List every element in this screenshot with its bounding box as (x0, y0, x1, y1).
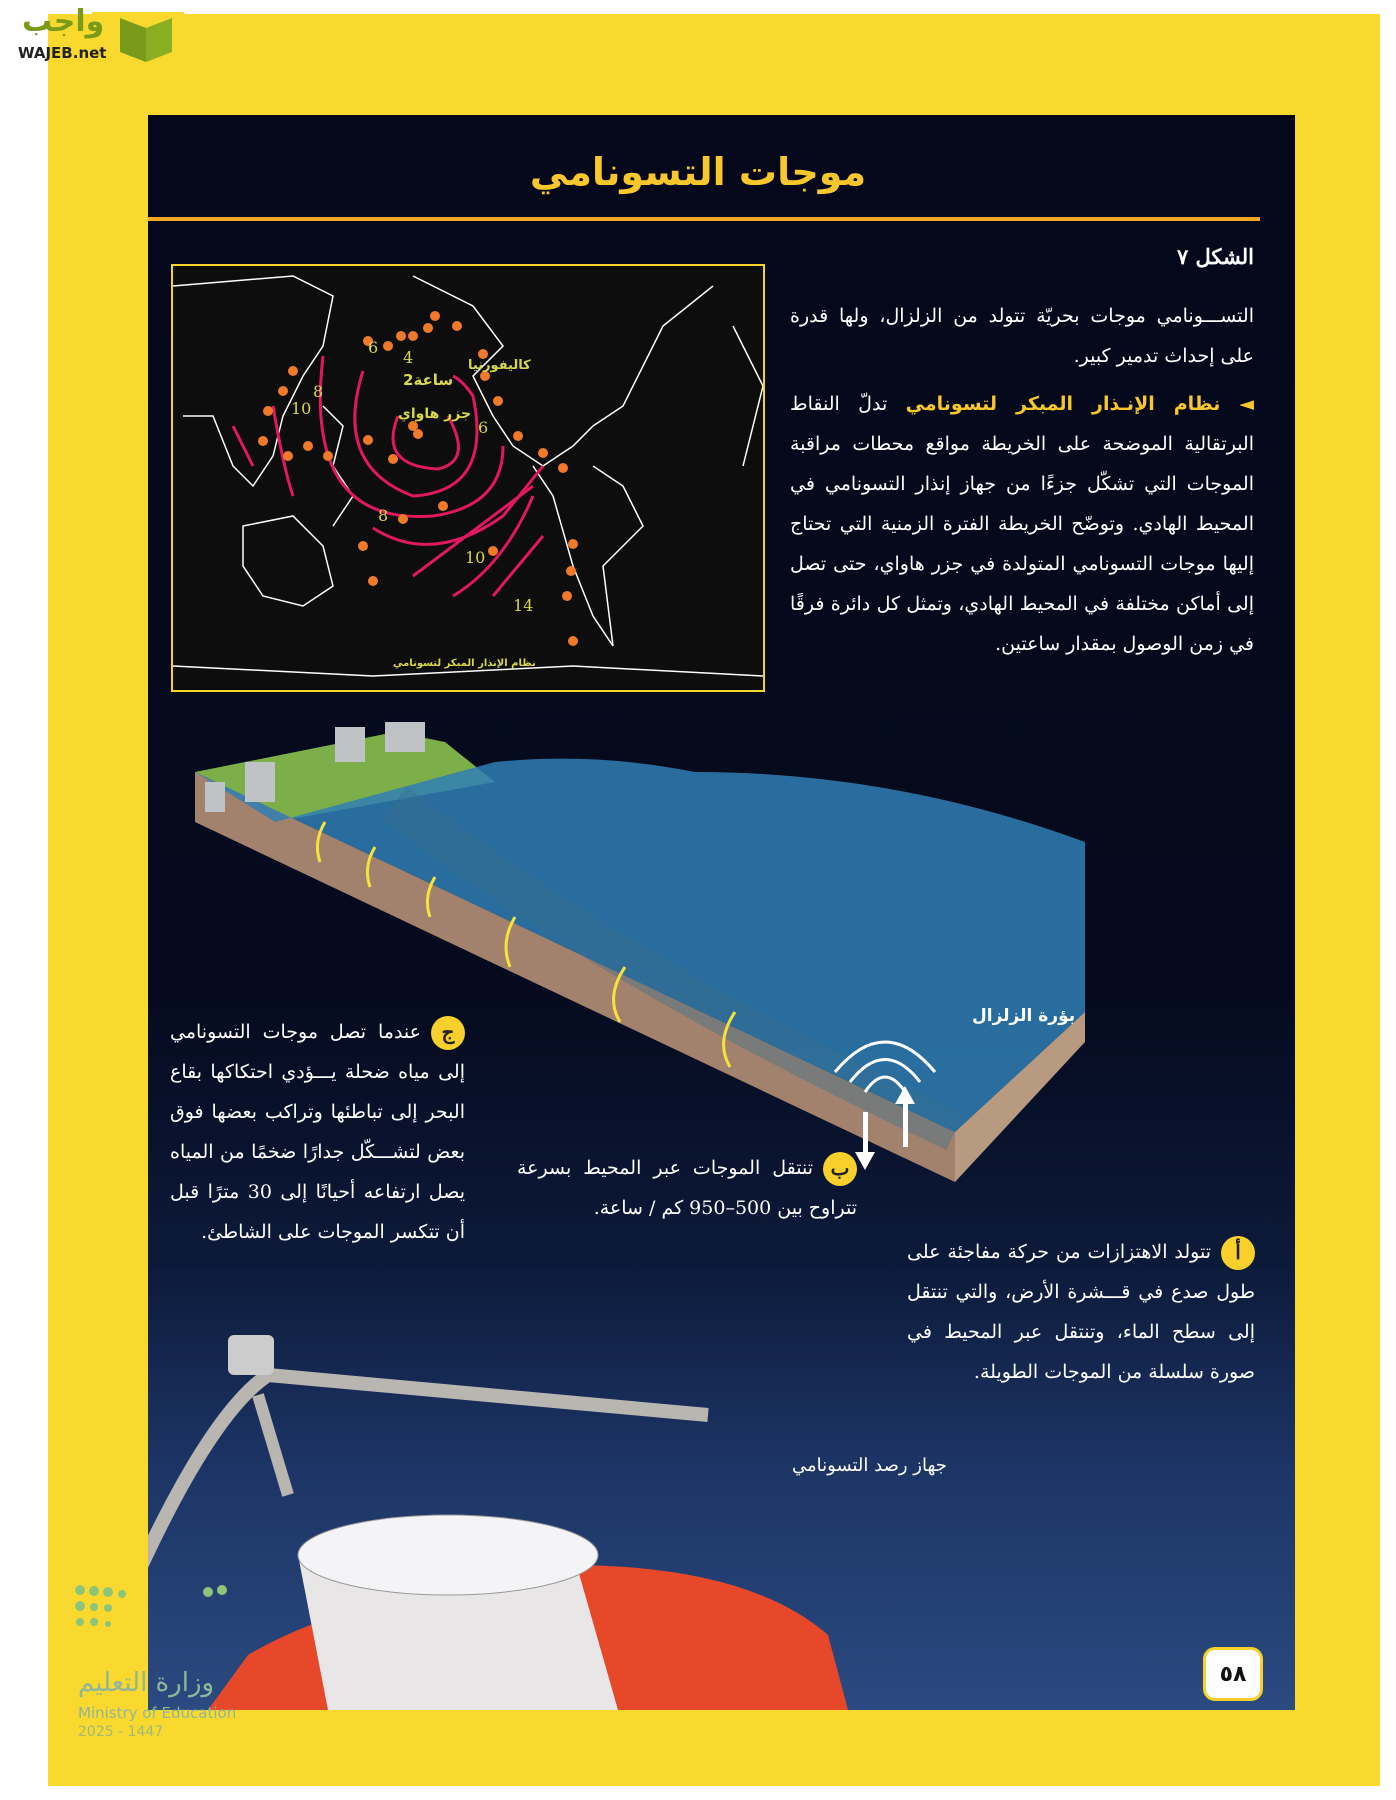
hour-label: 14 (513, 596, 534, 615)
badge-c: ج (431, 1016, 465, 1050)
continent-outlines (173, 276, 763, 676)
callout-c-text: عندما تصل موجات التسونامي إلى مياه ضحلة يـــؤدي احتكاكها بقاع البحر إلى تباطئها وتراكب بعضها فوق بعض لتشـــكّل جدارًا ضخمًا من المياه يصل ارتفاعه أحيانًا إلى 30 مترًا قبل أن تتكسر الموجات على الشاطئ. (170, 1021, 465, 1243)
ministry-arabic: وزارة التعليم (78, 1668, 215, 1698)
map-caption: نظام الإنذار المبكر لتسونامي (393, 658, 536, 669)
title-divider (148, 217, 1260, 221)
hour-label: 4 (403, 348, 414, 367)
logo-arabic: واجب (22, 4, 105, 39)
page-number: ٥٨ (1203, 1647, 1263, 1701)
map-label-center-hours: 2ساعة (403, 371, 454, 389)
hour-label: 8 (313, 382, 324, 401)
map-label-california: كاليفورنيا (468, 358, 531, 373)
warning-system-paragraph (790, 384, 1254, 664)
callout-a-text: تتولد الاهتزازات من حركة مفاجئة على طول صدع في قـــشرة الأرض، والتي تنتقل إلى سطح الماء، وتنتقل عبر المحيط في صورة سلسلة من الموجات الطويلة. (907, 1241, 1255, 1383)
map-graphic (173, 266, 763, 690)
page-title: موجات التسونامي (529, 150, 867, 194)
quake-focus-label: بؤرة الزلزال (972, 1006, 1076, 1026)
figure-intro: التســـونامي موجات بحريّة تتولد من الزلزال، ولها قدرة على إحداث تدمير كبير. (790, 305, 1254, 367)
wajeb-logo[interactable] (8, 4, 188, 66)
figure-label: الشكل ٧ (1176, 244, 1254, 269)
callout-a (907, 1232, 1255, 1392)
badge-b: ب (823, 1152, 857, 1186)
hour-label: 10 (291, 399, 312, 418)
ministry-logo (72, 1580, 272, 1740)
ministry-year: 2025 - 1447 (78, 1724, 164, 1740)
callout-c (170, 1012, 465, 1252)
warning-text: تدلّ النقاط البرتقالية الموضحة على الخريطة مواقع محطات مراقبة الموجات التي تشكّل جزءًا من جهاز إنذار التسونامي في المحيط الهادي. وتوضّح الخريطة الفترة الزمنية التي تحتاج إليها موجات التسونامي المتولدة في جزر هاواي، حتى تصل إلى أماكن مختلفة في المحيط الهادي، وتمثل كل دائرة فرقًا في زمن الوصول بمقدار ساعتين. (790, 393, 1254, 655)
ministry-english: Ministry of Education (78, 1704, 237, 1722)
pacific-tsunami-map (171, 264, 765, 692)
hour-label: 6 (478, 418, 489, 437)
hour-label: 10 (465, 548, 486, 567)
buoy-label: جهاز رصد التسونامي (792, 1455, 947, 1476)
callout-b (517, 1148, 857, 1228)
warning-heading: ◄ نظام الإنـذار المبكر لتسونامي (905, 393, 1254, 415)
callout-b-text: تنتقل الموجات عبر المحيط بسرعة تتراوح بين 500–950 كم / ساعة. (517, 1157, 857, 1219)
hour-label: 6 (368, 338, 379, 357)
logo-latin: WAJEB.net (18, 44, 107, 62)
ministry-dots-icon (72, 1580, 232, 1650)
map-label-hawaii: جزر هاواي (398, 406, 472, 422)
hour-label: 8 (378, 506, 389, 525)
badge-a: أ (1221, 1236, 1255, 1270)
